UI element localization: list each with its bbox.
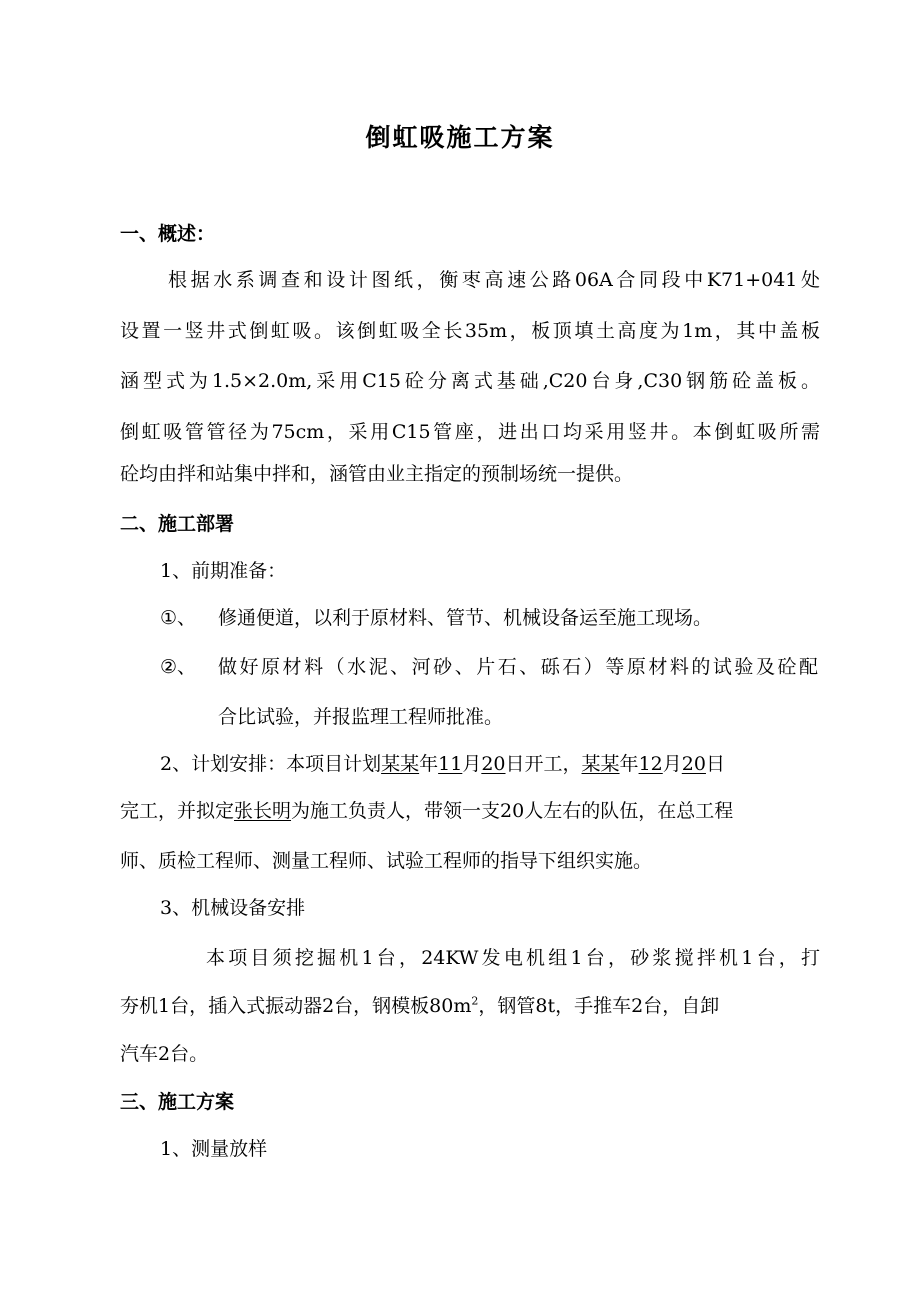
overview-line-4: 倒虹吸管管径为75cm，采用C15管座，进出口均采用竖井。本倒虹吸所需 (120, 421, 820, 443)
plan-text: 日开工， (505, 753, 582, 775)
prep-item-2-mark: ②、 (160, 656, 197, 678)
plan-line-1 (160, 752, 820, 776)
plan-text: 年 (619, 753, 639, 775)
section-2-heading: 二、施工部署 (120, 513, 235, 535)
equipment-line-2 (120, 994, 820, 1018)
equipment-text: 夯机1台，插入式振动器2台，钢模板80m (120, 995, 472, 1017)
section-1-heading: 一、概述： (120, 223, 216, 245)
section-3-heading: 三、施工方案 (120, 1091, 235, 1113)
plan-text: 完工，并拟定 (120, 800, 235, 822)
prep-item-1-mark: ①、 (160, 607, 197, 629)
survey-title: 1、测量放样 (160, 1138, 268, 1160)
plan-text: 日 (705, 753, 725, 775)
overview-line-3: 涵型式为1.5×2.0m,采用C15砼分离式基础,C20台身,C30钢筋砼盖板。 (120, 370, 820, 392)
overview-line-5: 砼均由拌和站集中拌和，涵管由业主指定的预制场统一提供。 (120, 463, 634, 485)
prep-item-2-text-2: 合比试验，并报监理工程师批准。 (218, 706, 504, 728)
start-day: 20 (481, 753, 506, 775)
end-year: 某某 (581, 753, 620, 775)
start-month: 11 (438, 753, 463, 775)
end-day: 20 (681, 753, 706, 775)
equipment-line-1: 本项目须挖掘机1台，24KW发电机组1台，砂浆搅拌机1台，打 (206, 947, 820, 969)
plan-text: 月 (462, 753, 482, 775)
equipment-line-3: 汽车2台。 (120, 1043, 209, 1065)
responsible-person: 张长明 (234, 800, 292, 822)
overview-line-1: 根据水系调查和设计图纸，衡枣高速公路06A合同段中K71+041处 (168, 269, 820, 291)
start-year: 某某 (381, 753, 420, 775)
end-month: 12 (638, 753, 663, 775)
prep-item-2-text-1: 做好原材料（水泥、河砂、片石、砾石）等原材料的试验及砼配 (218, 656, 818, 678)
plan-line-3: 师、质检工程师、测量工程师、试验工程师的指导下组织实施。 (120, 850, 653, 872)
plan-line-2 (120, 799, 820, 823)
plan-text: 为施工负责人，带领一支20人左右的队伍，在总工程 (291, 800, 734, 822)
superscript-2: 2 (471, 994, 479, 1008)
equipment-text: ，钢管8t，手推车2台，自卸 (478, 995, 720, 1017)
prep-title: 1、前期准备： (160, 560, 287, 582)
overview-line-2: 设置一竖井式倒虹吸。该倒虹吸全长35m，板顶填土高度为1m，其中盖板 (120, 320, 820, 342)
plan-label: 2、计划安排：本项目计划 (160, 753, 382, 775)
equipment-title: 3、机械设备安排 (160, 897, 306, 919)
document-title: 倒虹吸施工方案 (365, 123, 555, 152)
prep-item-1-text: 修通便道，以利于原材料、管节、机械设备运至施工现场。 (218, 607, 713, 629)
plan-text: 月 (662, 753, 682, 775)
plan-text: 年 (419, 753, 439, 775)
